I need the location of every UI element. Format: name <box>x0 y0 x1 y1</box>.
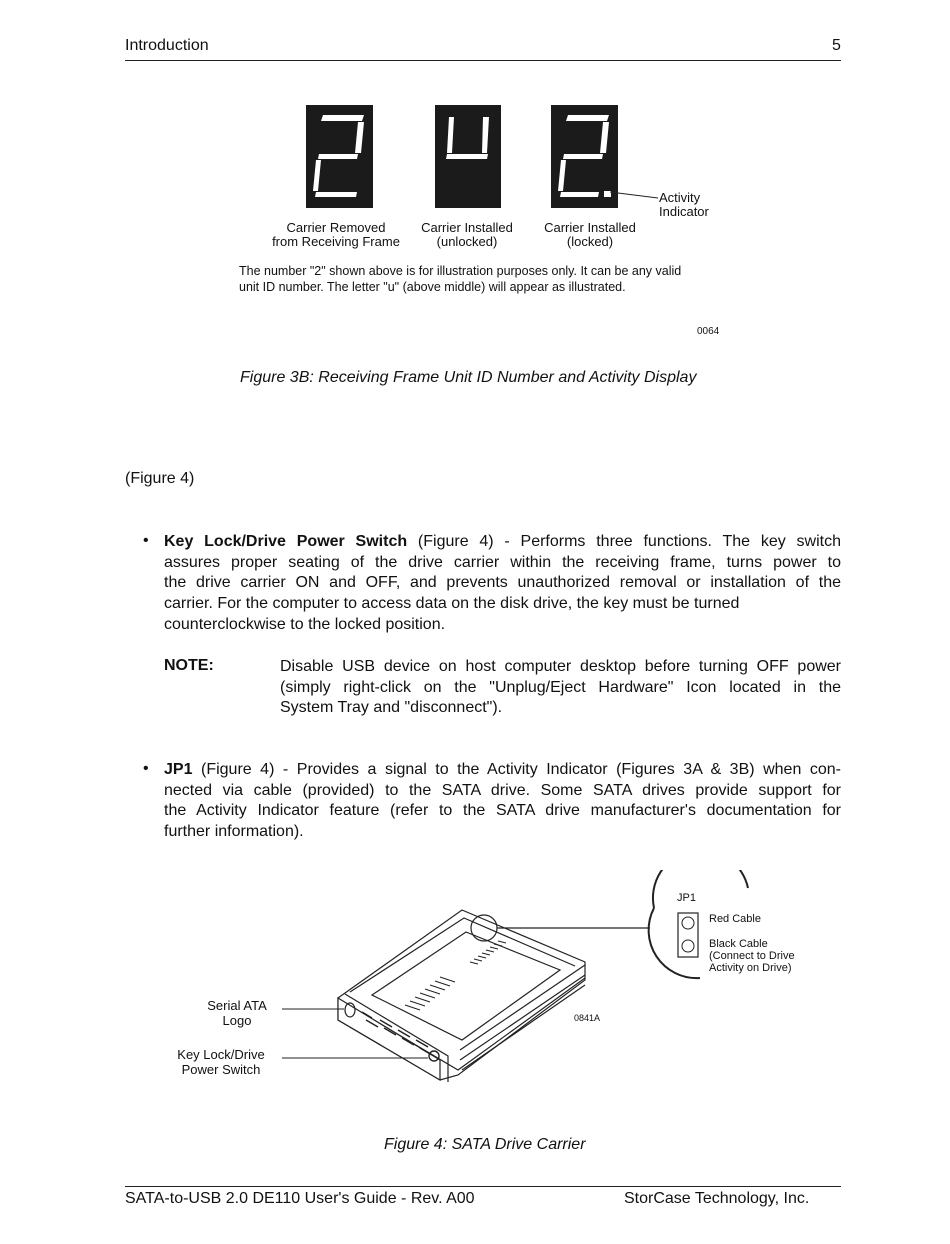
label-carrier-unlocked: Carrier Installed (unlocked) <box>421 220 513 249</box>
key-lock-label: Key Lock/Drive Power Switch <box>177 1047 265 1077</box>
figure-3b-caption: Figure 3B: Receiving Frame Unit ID Number and Activity Display <box>240 369 697 386</box>
sata-logo-label: Serial ATA Logo <box>207 998 267 1028</box>
display-digit-removed <box>306 105 373 208</box>
key-lock-term: Key Lock/Drive Power Switch <box>164 533 408 550</box>
jp1-paragraph: JP1 (Figure 4) - Provides a signal to the Activity Indicator (Figures 3A & 3B) when con- nected via cable (provided) to the SATA drive. Some SATA drives provide support for the Activity Indicator feature (refer to the SATA drive manufacturer's documentation for further information). <box>164 761 841 841</box>
jp1-term: JP1 <box>164 761 193 778</box>
jp1-title: JP1 <box>677 892 696 904</box>
figure-4-drawing <box>0 870 950 1110</box>
figure-3b-code: 0064 <box>697 326 720 337</box>
jp1-connector <box>678 913 698 957</box>
red-cable-label: Red Cable <box>709 913 761 925</box>
activity-indicator-label: Activity Indicator <box>659 190 709 219</box>
figure-4-reference: (Figure 4) <box>125 470 195 487</box>
note-text: Disable USB device on host computer desktop before turning OFF power (simply right-click on the "Unplug/Eject Hardware" Icon located in the System Tray and "disconnect"). <box>280 658 841 717</box>
footer-document-title: SATA-to-USB 2.0 DE110 User's Guide - Rev. A00 <box>125 1190 475 1207</box>
black-cable-label: Black Cable (Connect to Drive Activity on Drive) <box>709 938 795 974</box>
header-rule <box>125 60 841 61</box>
key-lock-paragraph: Key Lock/Drive Power Switch (Figure 4) - Performs three functions. The key switch assures proper seating of the drive carrier within the receiving frame, turns power to the drive carrier ON and OFF, and prevents unauthorized removal or installation of the carrier. For the computer to access data on the disk drive, the key must be turned counterclockwise to the locked position. <box>164 533 841 633</box>
page-number: 5 <box>832 37 841 54</box>
figure-3b-note: The number "2" shown above is for illustration purposes only. It can be any valid unit ID number. The letter "u" (above middle) will appear as illustrated. <box>239 264 682 294</box>
label-carrier-locked: Carrier Installed (locked) <box>544 220 636 249</box>
figure-4-caption: Figure 4: SATA Drive Carrier <box>384 1136 586 1153</box>
jp1-callout-arc <box>653 870 748 908</box>
display-digit-unlocked <box>435 105 501 208</box>
footer-rule <box>125 1186 841 1187</box>
label-carrier-removed: Carrier Removed from Receiving Frame <box>272 220 400 249</box>
bullet-marker: • <box>143 532 149 549</box>
figure-4-code: 0841A <box>574 1013 601 1023</box>
footer-company: StorCase Technology, Inc. <box>624 1190 810 1207</box>
bullet-marker: • <box>143 760 149 777</box>
note-label: NOTE: <box>164 657 214 674</box>
running-header-title: Introduction <box>125 37 209 54</box>
